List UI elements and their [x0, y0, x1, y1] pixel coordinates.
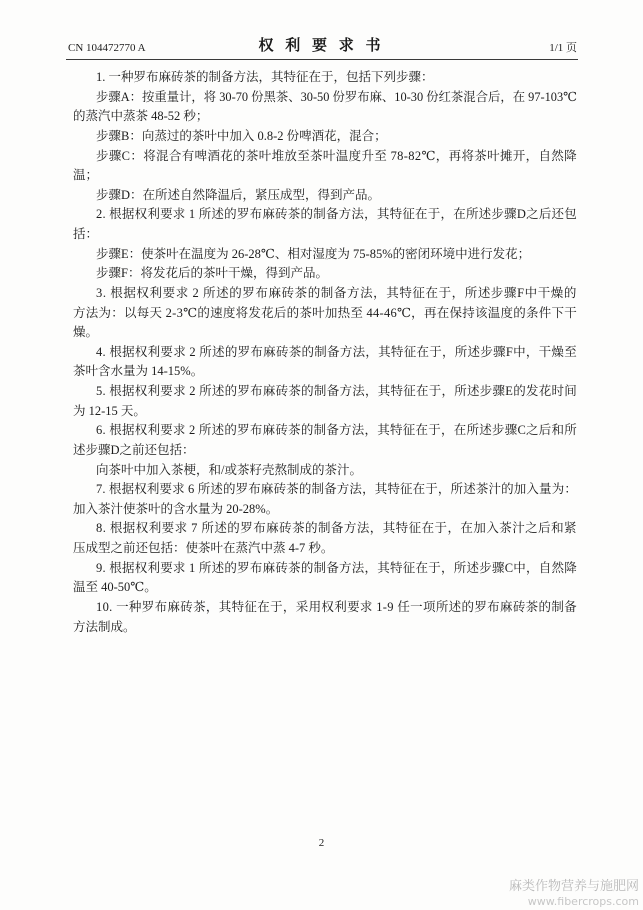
claim-9	[73, 559, 577, 598]
claim-line	[73, 186, 577, 206]
claim-10	[73, 598, 577, 637]
claim-line-text: 括：	[73, 227, 99, 241]
step-f	[73, 264, 577, 284]
claims-body	[73, 68, 577, 637]
claim-line	[73, 245, 577, 265]
claim-line	[73, 559, 577, 579]
claim-8	[73, 519, 577, 558]
claim-line	[73, 441, 577, 461]
claim-line	[73, 480, 577, 500]
claim-line	[73, 304, 577, 324]
claim-line-text: 方法为：以每天 2-3℃的速度将发花后的茶叶加热至 44-46℃，再在保持该温度的条件下干	[73, 305, 577, 320]
publication-number: CN 104472770 A	[68, 42, 146, 54]
claim-line	[73, 147, 577, 167]
claim-line	[73, 598, 577, 618]
claim-line-text: 的蒸汽中蒸茶 48-52 秒；	[73, 109, 209, 124]
claim-line-text: 8. 根据权利要求 7 所述的罗布麻砖茶的制备方法，其特征在于，在加入茶汁之后和紧	[96, 521, 577, 536]
claim-line-text: 为 12-15 天。	[73, 403, 146, 418]
claim-line-text: 燥。	[73, 325, 99, 340]
claim-line-text: 7. 根据权利要求 6 所述的罗布麻砖茶的制备方法，其特征在于，所述茶汁的加入量为：	[96, 482, 577, 497]
step-e	[73, 245, 577, 265]
claim-line-text: 步骤D：在所述自然降温后，紧压成型，得到产品。	[96, 187, 381, 202]
claim-line	[73, 578, 577, 598]
claim-line-text: 加入茶汁使茶叶的含水量为 20-28%。	[73, 501, 279, 516]
claim-line-text: 1. 一种罗布麻砖茶的制备方法，其特征在于，包括下列步骤：	[96, 70, 434, 84]
claim-line	[73, 362, 577, 382]
claim-line-text: 向茶叶中加入茶梗，和/或茶籽壳熬制成的茶汁。	[96, 462, 362, 477]
claim-line-text: 茶叶含水量为 14-15%。	[73, 364, 204, 379]
claim-line-text: 步骤C：将混合有啤酒花的茶叶堆放至茶叶温度升至 78-82℃，再将茶叶摊开，自然降	[96, 148, 577, 163]
claim-6-additional-step	[73, 461, 577, 481]
claim-line-text: 压成型之前还包括：使茶叶在蒸汽中蒸 4-7 秒。	[73, 541, 334, 555]
claim-line	[73, 68, 577, 88]
claim-line	[73, 519, 577, 539]
claim-line	[73, 225, 577, 245]
claim-line-text: 5. 根据权利要求 2 所述的罗布麻砖茶的制备方法，其特征在于，所述步骤E的发花时间	[96, 384, 577, 398]
claim-line-text: 温；	[73, 168, 99, 183]
step-b	[73, 127, 577, 147]
claim-line-text: 3. 根据权利要求 2 所述的罗布麻砖茶的制备方法，其特征在于，所述步骤F中干燥的	[96, 285, 577, 300]
header-rule	[66, 59, 578, 60]
claim-line-text: 6. 根据权利要求 2 所述的罗布麻砖茶的制备方法，其特征在于，在所述步骤C之后和所	[96, 423, 577, 438]
claim-line-text: 4. 根据权利要求 2 所述的罗布麻砖茶的制备方法，其特征在于，所述步骤F中，干燥至	[96, 344, 577, 359]
claim-line-text: 2. 根据权利要求 1 所述的罗布麻砖茶的制备方法，其特征在于，在所述步骤D之后还包	[96, 207, 577, 222]
claim-2	[73, 205, 577, 244]
page-count-label: 1/1 页	[549, 42, 577, 54]
claim-line	[73, 382, 577, 402]
claim-line	[73, 421, 577, 441]
claim-line	[73, 323, 577, 343]
claim-5	[73, 382, 577, 421]
step-c	[73, 147, 577, 186]
claim-line	[73, 618, 577, 638]
claim-line-text: 述步骤D之前还包括：	[73, 442, 195, 457]
claim-line	[73, 166, 577, 186]
claim-4	[73, 343, 577, 382]
claim-line	[73, 107, 577, 127]
claim-line-text: 温至 40-50℃。	[73, 580, 157, 595]
watermark-url: www.fibercrops.com	[527, 895, 639, 908]
claim-line-text: 步骤F：将发花后的茶叶干燥，得到产品。	[96, 266, 328, 281]
claim-line-text: 方法制成。	[73, 619, 136, 634]
step-d	[73, 186, 577, 206]
claim-line	[73, 264, 577, 284]
claim-line	[73, 461, 577, 481]
claim-line-text: 步骤E：使茶叶在温度为 26-28℃、相对湿度为 75-85%的密闭环境中进行发花；	[96, 246, 531, 261]
claim-3	[73, 284, 577, 343]
claim-line	[73, 284, 577, 304]
claim-line	[73, 500, 577, 520]
claim-line	[73, 402, 577, 422]
claim-line-text: 10. 一种罗布麻砖茶，其特征在于，采用权利要求 1-9 任一项所述的罗布麻砖茶的制备	[96, 599, 577, 614]
claim-line	[73, 539, 577, 559]
document-title: 权 利 要 求 书	[258, 38, 385, 54]
page-number: 2	[318, 837, 325, 849]
claim-line-text: 9. 根据权利要求 1 所述的罗布麻砖茶的制备方法，其特征在于，所述步骤C中，自然降	[96, 560, 577, 575]
claim-1	[73, 68, 577, 88]
claim-line	[73, 88, 577, 108]
watermark-site-name: 麻类作物营养与施肥网	[508, 879, 639, 894]
claim-line	[73, 343, 577, 363]
step-a	[73, 88, 577, 127]
claim-line-text: 步骤B：向蒸过的茶叶中加入 0.8-2 份啤酒花，混合；	[96, 128, 387, 143]
claim-line	[73, 205, 577, 225]
claim-line	[73, 127, 577, 147]
claim-6	[73, 421, 577, 460]
claim-line-text: 步骤A：按重量计，将 30-70 份黑茶、30-50 份罗布麻、10-30 份红茶混合后，在 97-103℃	[96, 89, 577, 104]
claim-7	[73, 480, 577, 519]
